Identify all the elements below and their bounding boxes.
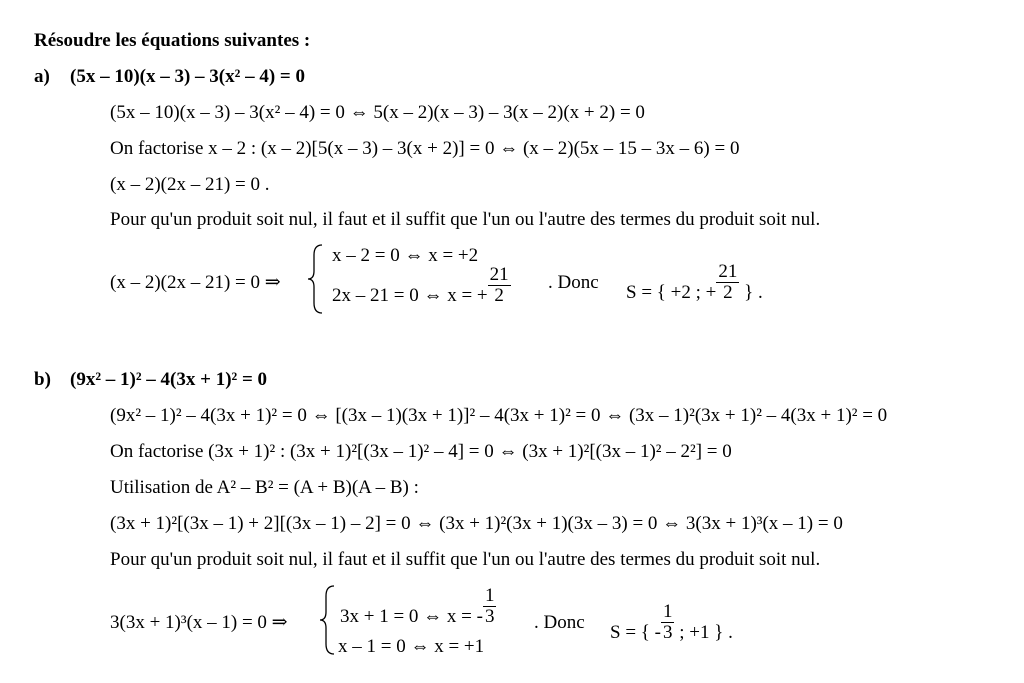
part-b-solution-suffix: ; +1 } . [679, 621, 733, 643]
part-a-case2-prefix: 2x – 21 = 0 ⇔ x = + [332, 284, 488, 306]
part-b-step2: On factorise (3x + 1)² : (3x + 1)²[(3x – 1)² – 4] = 0 ⇔ (3x + 1)²[(3x – 1)² – 2²] = 0 [110, 441, 732, 462]
part-a-case2-numerator: 21 [489, 264, 509, 285]
part-a-donc: . Donc [548, 272, 599, 293]
part-a-solution-suffix: } . [744, 281, 763, 303]
part-a-step1: (5x – 10)(x – 3) – 3(x² – 4) = 0 ⇔ 5(x – 2)(x – 3) – 3(x – 2)(x + 2) = 0 [110, 102, 645, 123]
part-b-equation: (9x² – 1)² – 4(3x + 1)² = 0 [70, 369, 268, 390]
part-b-case1-numerator: 1 [484, 585, 495, 606]
part-b-case1 [340, 587, 496, 628]
part-b-case1-fraction [483, 586, 497, 627]
part-a-label: a) [34, 66, 50, 87]
part-b-label: b) [34, 369, 51, 390]
part-a-case2-denominator: 2 [494, 284, 504, 306]
part-a-case2-fraction [488, 265, 511, 306]
part-b-case1-denominator: 3 [484, 605, 495, 627]
part-b-solution-numerator: 1 [662, 601, 673, 622]
part-a-equation: (5x – 10)(x – 3) – 3(x² – 4) = 0 [70, 66, 305, 87]
part-b-solution-prefix: S = { - [610, 621, 661, 643]
part-a-case1: x – 2 = 0 ⇔ x = +2 [332, 245, 479, 266]
part-b-solution-fraction [661, 602, 675, 643]
part-a-step2: On factorise x – 2 : (x – 2)[5(x – 3) – 3(x + 2)] = 0 ⇔ (x – 2)(5x – 15 – 3x – 6) = 0 [110, 138, 740, 159]
part-a-solution-numerator: 21 [718, 261, 738, 282]
part-a-step3: (x – 2)(2x – 21) = 0 . [110, 174, 270, 195]
part-b-solution [610, 603, 733, 644]
part-b-solution-denominator: 3 [662, 621, 673, 643]
part-a-solution-prefix: S = { +2 ; + [626, 281, 717, 303]
part-a-solution-fraction [716, 262, 739, 303]
part-b-step1: (9x² – 1)² – 4(3x + 1)² = 0 ⇔ [(3x – 1)(3x + 1)]² – 4(3x + 1)² = 0 ⇔ (3x – 1)²(3x + 1)² – 4(3x + 1)² = 0 [110, 405, 888, 426]
part-a-brace [306, 243, 326, 315]
part-a-solution [626, 263, 763, 304]
part-b-case2: x – 1 = 0 ⇔ x = +1 [338, 636, 485, 657]
page-title: Résoudre les équations suivantes : [34, 30, 311, 51]
part-b-system-lhs: 3(3x + 1)³(x – 1) = 0 ⇒ [110, 612, 288, 633]
part-b-step4: (3x + 1)²[(3x – 1) + 2][(3x – 1) – 2] = 0 ⇔ (3x + 1)²(3x + 1)(3x – 3) = 0 ⇔ 3(3x + 1)³(x – 1) = 0 [110, 513, 843, 534]
part-a-rule: Pour qu'un produit soit nul, il faut et il suffit que l'un ou l'autre des termes du produit soit nul. [110, 209, 821, 230]
part-b-step3: Utilisation de A² – B² = (A + B)(A – B) : [110, 477, 419, 498]
part-a-system-lhs: (x – 2)(2x – 21) = 0 ⇒ [110, 272, 281, 293]
part-b-case1-prefix: 3x + 1 = 0 ⇔ x = - [340, 605, 483, 627]
part-a-case2 [332, 266, 511, 307]
part-b-donc: . Donc [534, 612, 585, 633]
part-b-brace [318, 584, 338, 656]
part-a-solution-denominator: 2 [723, 281, 733, 303]
part-b-rule: Pour qu'un produit soit nul, il faut et il suffit que l'un ou l'autre des termes du produit soit nul. [110, 549, 821, 570]
